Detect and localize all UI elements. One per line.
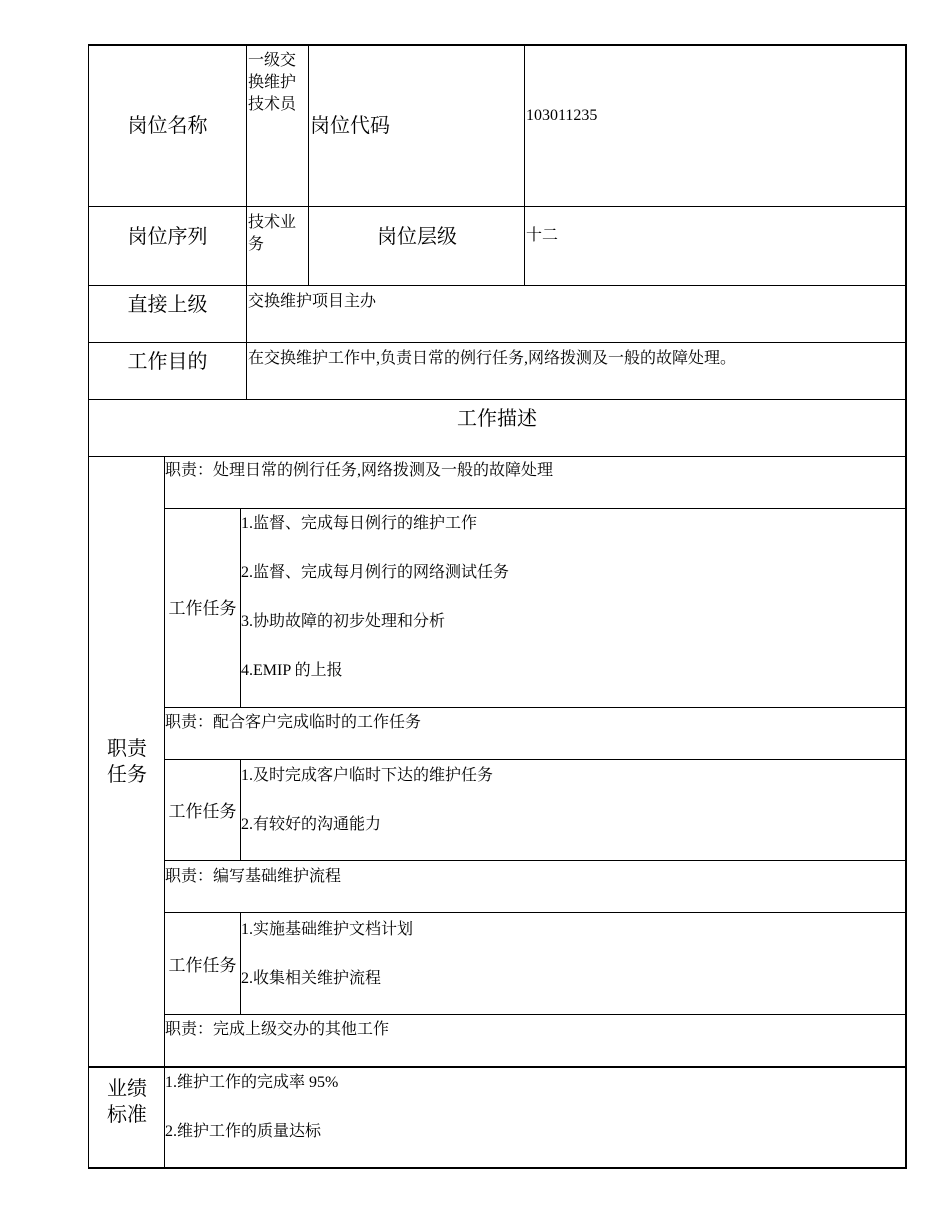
performance-list (165, 1072, 903, 1166)
duty-2-task-label: 工作任务 (168, 801, 237, 821)
position-name-value: 一级交换维护技术员 (248, 52, 297, 113)
row-divider (164, 1014, 906, 1015)
duty-3-task-label: 工作任务 (168, 955, 237, 975)
row-divider (88, 399, 906, 400)
position-level-value: 十二 (526, 227, 559, 244)
list-item: 1.实施基础维护文档计划 (241, 921, 414, 938)
direct-superior-value: 交换维护项目主办 (248, 293, 377, 310)
duty-3-title: 职责：编写基础维护流程 (165, 868, 342, 885)
row-divider (164, 508, 906, 509)
row-divider (88, 342, 906, 343)
row-divider (88, 1066, 906, 1068)
work-purpose-value: 在交换维护工作中,负责日常的例行任务,网络拨测及一般的故障处理。 (248, 350, 737, 367)
duty-1-task-list (241, 513, 901, 703)
row-divider (88, 285, 906, 286)
table-border-left (88, 44, 89, 1169)
duty-1-title: 职责：处理日常的例行任务,网络拨测及一般的故障处理 (165, 462, 554, 479)
column-divider (308, 44, 309, 286)
position-series-value: 技术业务 (248, 214, 297, 253)
column-divider (246, 44, 247, 400)
column-divider (164, 456, 165, 1169)
position-name-label: 岗位名称 (127, 115, 208, 137)
position-series-label: 岗位序列 (127, 226, 208, 248)
row-divider (164, 860, 906, 861)
column-divider (240, 759, 241, 861)
table-border-top (88, 44, 906, 46)
position-level-label: 岗位层级 (377, 226, 457, 248)
duties-label: 职责任务 (107, 738, 147, 786)
duty-2-task-list (241, 765, 901, 857)
duty-2-title: 职责：配合客户完成临时的工作任务 (165, 714, 422, 731)
list-item: 4.EMIP 的上报 (241, 662, 343, 679)
table-border-right (905, 44, 907, 1169)
work-purpose-label: 工作目的 (127, 351, 208, 373)
list-item: 2.维护工作的质量达标 (165, 1123, 322, 1140)
row-divider (88, 456, 906, 457)
duty-4-title: 职责：完成上级交办的其他工作 (165, 1021, 390, 1038)
position-code-label: 岗位代码 (310, 115, 390, 137)
list-item: 3.协助故障的初步处理和分析 (241, 613, 446, 630)
column-divider (240, 912, 241, 1015)
work-description-title: 工作描述 (457, 408, 537, 430)
column-divider (524, 44, 525, 286)
row-divider (88, 206, 906, 207)
table-border-bottom (88, 1167, 906, 1169)
list-item: 1.监督、完成每日例行的维护工作 (241, 515, 478, 532)
duty-3-task-list (241, 919, 901, 1011)
duty-1-task-label: 工作任务 (168, 598, 237, 618)
list-item: 2.监督、完成每月例行的网络测试任务 (241, 564, 510, 581)
row-divider (164, 707, 906, 708)
list-item: 1.及时完成客户临时下达的维护任务 (241, 767, 494, 784)
list-item: 2.有较好的沟通能力 (241, 816, 382, 833)
performance-label: 业绩标准 (107, 1078, 147, 1126)
column-divider (240, 508, 241, 708)
position-code-value: 103011235 (526, 107, 598, 124)
list-item: 2.收集相关维护流程 (241, 970, 382, 987)
list-item: 1.维护工作的完成率 95% (165, 1074, 339, 1091)
row-divider (164, 759, 906, 760)
row-divider (164, 912, 906, 913)
direct-superior-label: 直接上级 (127, 294, 208, 316)
